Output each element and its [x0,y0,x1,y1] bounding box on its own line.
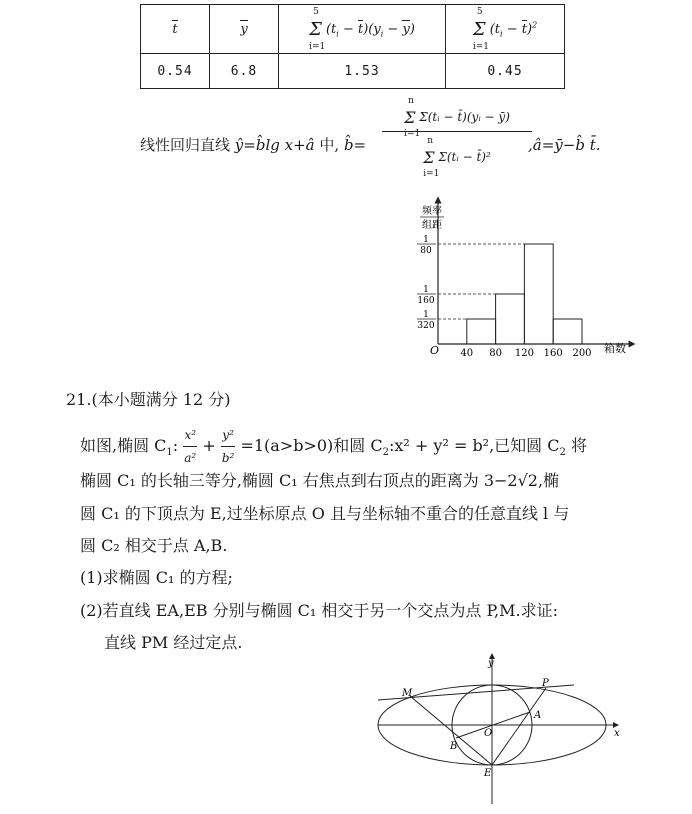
x-tick-label: 160 [543,348,563,359]
histogram-bar [524,244,553,344]
label-e: E [484,768,492,779]
y-axis-label-denominator: 组距 [422,220,442,231]
regression-b-fraction: Σ n i=1 Σ(tᵢ − t̄)(yᵢ − ȳ) Σ n i=1 Σ(tᵢ − t̄)² [382,108,532,167]
regression-middle: 中, [319,136,340,154]
y-tick-denominator: 80 [420,246,432,256]
value-y-bar: 6.8 [210,54,279,89]
label-p: P [542,678,549,689]
histogram-bar [467,319,496,344]
origin-label: O [430,344,440,357]
label-x: x [614,728,620,739]
header-sum-tt: Σ 5 i=1 $(t_i - t)^2$ [446,5,565,54]
problem-line-4: 圆 C₂ 相交于点 A,B. [80,536,228,555]
y-tick-denominator: 320 [417,321,435,331]
y-tick-numerator: 1 [423,235,429,245]
problem-header [66,389,230,411]
label-m: M [402,688,413,699]
y-tick-numerator: 1 [423,285,429,295]
y-axis-label-numerator: 频率 [422,206,442,217]
label-b: B [450,741,458,752]
value-sum-ty: 1.53 [279,54,446,89]
y-tick-numerator: 1 [423,310,429,320]
line-em [410,696,492,765]
regression-b-numerator: Σ(tᵢ − t̄)(yᵢ − ȳ) [419,110,510,124]
line-ep [492,688,546,765]
y-tick-denominator: 160 [417,296,435,306]
header-sum-ty: Σ 5 i=1 $(t_i - t)(y_i - y)$ [279,5,446,54]
header-y-bar: y [210,5,279,54]
label-o: O [484,728,493,739]
value-sum-tt: 0.45 [446,54,565,89]
regression-b-lhs: b̂= [343,136,367,154]
frequency-histogram [400,194,640,360]
question-2: (2)若直线 EA,EB 分别与椭圆 C₁ 相交于另一个交点为点 P,M.求证: [80,601,558,620]
ellipse-circle-figure [360,650,630,808]
problem-line-2: 椭圆 C₁ 的长轴三等分,椭圆 C₁ 右焦点到右顶点的距离为 3−2√2,椭 [80,471,560,490]
problem-number: 21. [66,390,92,409]
label-a: A [534,710,542,721]
x-tick-label: 80 [489,348,502,359]
stats-table [140,4,565,89]
regression-a-formula: ,â=ȳ−b̂ t̄. [528,136,601,154]
x-tick-label: 120 [514,348,534,359]
question-2-continued: 直线 PM 经过定点. [104,633,243,652]
x-tick-label: 40 [460,348,474,359]
regression-formula [140,134,366,156]
header-t-bar: t [141,5,210,54]
label-y: y [488,658,494,669]
x-axis-label: 箱数 [604,342,626,355]
value-t-bar: 0.54 [141,54,210,89]
x-tick-label: 200 [572,348,592,359]
problem-score: (本小题满分 12 分) [91,390,231,409]
problem-line-1: 如图,椭圆 $C_1$: $\frac{\text{x²}}{\text{a²}}$ + $\frac{\text{y²}}{\text{b²}}$ =1(a>b>0)和圆 $C_2:x^2 + y^2 = b^2$,已知圆 $C_2$ 将 [80,424,587,469]
question-1: (1)求椭圆 C₁ 的方程; [80,568,233,587]
histogram-bar [553,319,582,344]
regression-prefix: 线性回归直线 [140,136,231,154]
histogram-bar [496,294,525,344]
problem-line-3: 圆 C₁ 的下顶点为 E,过坐标原点 O 且与坐标轴不重合的任意直线 l 与 [80,504,570,523]
regression-b-denominator: Σ(tᵢ − t̄)² [438,150,491,164]
regression-model: ŷ=b̂lg x+â [234,136,315,154]
